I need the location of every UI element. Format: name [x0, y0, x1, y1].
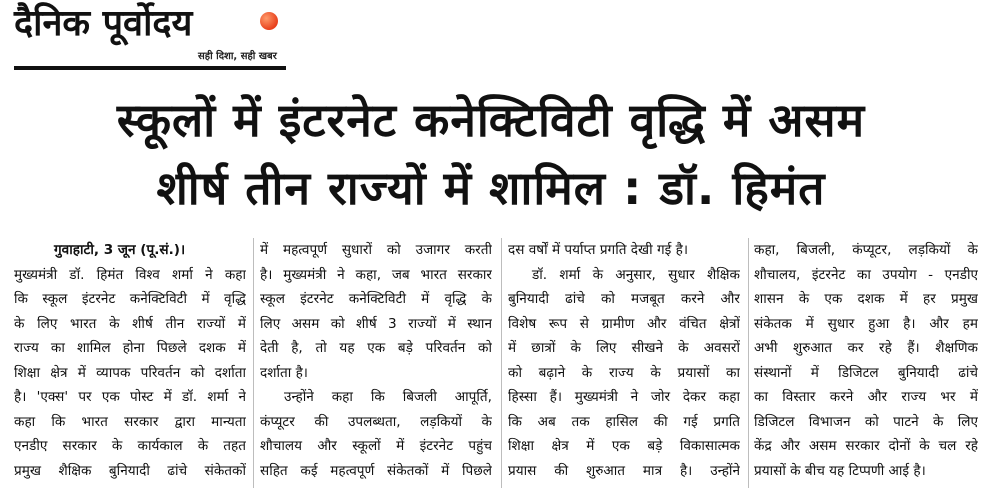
- headline-line-2: शीर्ष तीन राज्यों में शामिल : डॉ. हिमंत: [156, 161, 826, 215]
- text-line: हिस्सा हैं। मुख्यमंत्री ने जोर देकर कहा: [508, 389, 740, 405]
- masthead-tagline: सही दिशा, सही खबर: [198, 51, 277, 62]
- text-line: के लिए भारत के शीर्ष तीन राज्यों में: [14, 315, 246, 332]
- text-line: अभी शुरुआत कर रहे हैं। शैक्षणिक: [754, 340, 978, 356]
- text-line: डिजिटल विभाजन को पाटने के लिए: [754, 413, 978, 430]
- column-divider: [253, 238, 254, 488]
- text-line: कहा कि भारत सरकार द्वारा मान्यता: [14, 413, 246, 430]
- text-line: का विस्तार करने और राज्य भर में: [754, 389, 978, 405]
- text-line: केंद्र और असम सरकार दोनों के चल रहे: [754, 438, 978, 454]
- text-line: देती है, तो यह एक बड़े परिवर्तन को: [260, 340, 492, 356]
- text-line: शिक्षा क्षेत्र में व्यापक परिवर्तन को दर्शाता: [14, 364, 246, 381]
- text-line: शिक्षा क्षेत्र में एक बड़े विकासात्मक: [508, 438, 740, 454]
- text-line: प्रयास की शुरुआत मात्र है। उन्होंने: [508, 462, 740, 479]
- text-line: मुख्यमंत्री डॉ. हिमंत विश्व शर्मा ने कहा: [14, 266, 246, 283]
- dateline: गुवाहाटी, 3 जून (पू.सं.)।: [54, 242, 186, 258]
- column-divider: [748, 238, 749, 488]
- text-line: में छात्रों के लिए सीखने के अवसरों: [508, 340, 740, 356]
- text-line: को बढ़ाने के राज्य के प्रयासों का: [508, 364, 740, 381]
- text-line: एनडीए सरकार के कार्यकाल के तहत: [14, 438, 246, 454]
- article-body: [14, 238, 978, 494]
- text-line: राज्य का शामिल होना पिछले दशक में: [14, 340, 246, 356]
- text-line: विशेष रूप से ग्रामीण और वंचित क्षेत्रों: [508, 315, 740, 332]
- text-line: कंप्यूटर की उपलब्धता, लड़कियों के: [260, 413, 492, 430]
- text-line: सहित कई महत्वपूर्ण संकेतकों में पिछले: [260, 462, 492, 479]
- text-line: है। मुख्यमंत्री ने कहा, जब भारत सरकार: [260, 266, 492, 283]
- text-line: शौचालय और स्कूलों में इंटरनेट पहुंच: [260, 438, 492, 454]
- text-line: कि स्कूल इंटरनेट कनेक्टिविटी में वृद्धि: [14, 291, 246, 307]
- text-line: स्कूल इंटरनेट कनेक्टिविटी में वृद्धि के: [260, 291, 492, 307]
- text-line: कि अब तक हासिल की गई प्रगति: [508, 413, 740, 430]
- article-column-1: [14, 238, 246, 494]
- text-line: शासन के एक दशक में हर प्रमुख: [754, 291, 978, 307]
- logo-sun-icon: [260, 12, 278, 30]
- text-line: लिए असम को शीर्ष 3 राज्यों में स्थान: [260, 315, 492, 332]
- article-column-3: [508, 238, 740, 494]
- column-divider: [501, 238, 502, 488]
- text-line: शौचालय, इंटरनेट का उपयोग - एनडीए: [754, 266, 978, 283]
- text-line: कहा, बिजली, कंप्यूटर, लड़कियों के: [754, 242, 978, 258]
- text-line: डॉ. शर्मा के अनुसार, सुधार शैक्षिक: [532, 266, 740, 283]
- newspaper-logo: दैनिक पूर्वोदय: [14, 3, 193, 44]
- text-line: दर्शाता है।: [260, 364, 308, 381]
- text-line: प्रयासों के बीच यह टिप्पणी आई है।: [754, 462, 926, 479]
- headline-line-1: स्कूलों में इंटरनेट कनेक्टिविटी वृद्धि में असम: [116, 93, 866, 147]
- text-line: प्रमुख शैक्षिक बुनियादी ढांचे संकेतकों: [14, 462, 246, 479]
- text-line: बुनियादी ढांचे को मजबूत करने और: [508, 291, 740, 307]
- text-line: में महत्वपूर्ण सुधारों को उजागर करती: [260, 242, 492, 258]
- text-line: है। 'एक्स' पर एक पोस्ट में डॉ. शर्मा ने: [14, 389, 246, 405]
- text-line: दस वर्षों में पर्याप्त प्रगति देखी गई है।: [508, 242, 688, 258]
- masthead: [14, 2, 286, 72]
- article-headline: [0, 86, 982, 222]
- text-line: उन्होंने कहा कि बिजली आपूर्ति,: [284, 389, 492, 405]
- text-line: संकेतक में सुधार हुआ है। और हम: [754, 315, 978, 332]
- article-column-2: [260, 238, 492, 494]
- masthead-rule: [14, 66, 286, 70]
- article-column-4: [754, 238, 978, 494]
- text-line: संस्थानों में डिजिटल बुनियादी ढांचे: [754, 364, 978, 381]
